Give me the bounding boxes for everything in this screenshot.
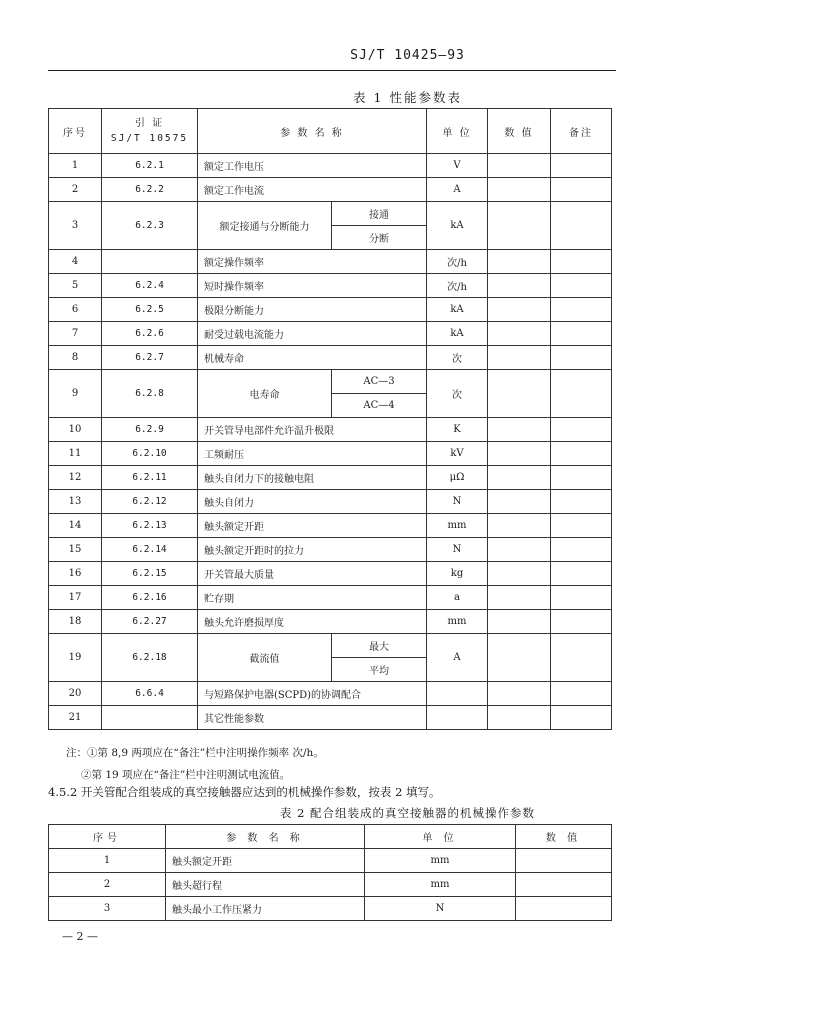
table-row	[49, 490, 612, 514]
col-header-unit: 单 位	[365, 825, 516, 849]
table-row	[49, 322, 612, 346]
col-header-parameter: 参 数 名 称	[166, 825, 365, 849]
table-row	[49, 873, 612, 897]
table-row	[49, 370, 612, 394]
row-number: 2	[49, 873, 166, 897]
row-remark	[551, 634, 612, 682]
page-number: — 2 —	[62, 930, 98, 943]
table-row	[49, 610, 612, 634]
row-parameter: 截流值	[198, 634, 332, 682]
row-parameter: 触头允许磨损厚度	[198, 610, 427, 634]
row-reference: 6.2.6	[102, 322, 198, 346]
row-number: 1	[49, 849, 166, 873]
row-parameter: 贮存期	[198, 586, 427, 610]
row-remark	[551, 610, 612, 634]
row-remark	[551, 442, 612, 466]
row-reference: 6.2.13	[102, 514, 198, 538]
row-number: 12	[49, 466, 102, 490]
table-row	[49, 514, 612, 538]
table-row	[49, 442, 612, 466]
row-number: 16	[49, 562, 102, 586]
table-row	[49, 706, 612, 730]
row-unit: A	[427, 178, 488, 202]
row-reference: 6.2.7	[102, 346, 198, 370]
row-unit: N	[365, 897, 516, 921]
row-value	[488, 322, 551, 346]
row-number: 13	[49, 490, 102, 514]
row-number: 1	[49, 154, 102, 178]
row-value	[488, 274, 551, 298]
row-value	[488, 178, 551, 202]
row-remark	[551, 538, 612, 562]
row-parameter: 开关管导电部件允许温升极限	[198, 418, 427, 442]
table-row	[49, 202, 612, 226]
row-parameter: 开关管最大质量	[198, 562, 427, 586]
row-sub-parameter: 接通	[332, 202, 427, 226]
row-value	[488, 514, 551, 538]
row-reference: 6.2.12	[102, 490, 198, 514]
row-parameter: 耐受过载电流能力	[198, 322, 427, 346]
row-reference: 6.2.4	[102, 274, 198, 298]
row-number: 8	[49, 346, 102, 370]
row-value	[488, 442, 551, 466]
row-reference: 6.2.27	[102, 610, 198, 634]
row-number: 9	[49, 370, 102, 418]
row-unit: A	[427, 634, 488, 682]
row-number: 21	[49, 706, 102, 730]
row-number: 3	[49, 202, 102, 250]
row-number: 15	[49, 538, 102, 562]
row-reference: 6.2.3	[102, 202, 198, 250]
table-row	[49, 154, 612, 178]
row-parameter: 其它性能参数	[198, 706, 427, 730]
row-parameter: 电寿命	[198, 370, 332, 418]
row-unit: 次/h	[427, 250, 488, 274]
row-number: 6	[49, 298, 102, 322]
row-reference: 6.2.8	[102, 370, 198, 418]
row-unit: 次	[427, 346, 488, 370]
row-value	[516, 849, 612, 873]
performance-parameter-table	[48, 108, 612, 730]
row-reference: 6.2.2	[102, 178, 198, 202]
col-header-parameter: 参 数 名 称	[198, 109, 427, 154]
row-remark	[551, 466, 612, 490]
row-unit: kA	[427, 322, 488, 346]
row-sub-parameter: AC—3	[332, 370, 427, 394]
row-reference	[102, 250, 198, 274]
note-1: 注：①第 8,9 两项应在“备注”栏中注明操作频率 次/h。	[66, 747, 324, 759]
table-row	[49, 250, 612, 274]
row-remark	[551, 154, 612, 178]
row-value	[488, 154, 551, 178]
row-value	[488, 634, 551, 682]
row-parameter: 触头额定开距	[166, 849, 365, 873]
row-remark	[551, 322, 612, 346]
row-number: 19	[49, 634, 102, 682]
row-sub-parameter: 最大	[332, 634, 427, 658]
table-row	[49, 634, 612, 658]
row-remark	[551, 706, 612, 730]
row-remark	[551, 202, 612, 250]
row-number: 14	[49, 514, 102, 538]
row-unit: mm	[427, 610, 488, 634]
row-remark	[551, 346, 612, 370]
row-reference: 6.2.16	[102, 586, 198, 610]
row-number: 5	[49, 274, 102, 298]
row-unit: mm	[365, 873, 516, 897]
row-parameter: 工频耐压	[198, 442, 427, 466]
row-value	[488, 706, 551, 730]
row-value	[488, 562, 551, 586]
table-row	[49, 298, 612, 322]
row-parameter: 触头额定开距时的拉力	[198, 538, 427, 562]
row-reference: 6.2.18	[102, 634, 198, 682]
row-reference: 6.2.15	[102, 562, 198, 586]
row-remark	[551, 562, 612, 586]
row-parameter: 触头额定开距	[198, 514, 427, 538]
row-value	[516, 897, 612, 921]
row-number: 3	[49, 897, 166, 921]
row-value	[488, 346, 551, 370]
row-reference: 6.6.4	[102, 682, 198, 706]
row-remark	[551, 298, 612, 322]
row-reference: 6.2.5	[102, 298, 198, 322]
row-parameter: 额定接通与分断能力	[198, 202, 332, 250]
row-number: 10	[49, 418, 102, 442]
row-value	[488, 586, 551, 610]
row-value	[488, 370, 551, 418]
row-number: 20	[49, 682, 102, 706]
row-remark	[551, 490, 612, 514]
col-header-ref-line2: SJ/T 10575	[110, 133, 189, 144]
row-value	[488, 298, 551, 322]
table-row	[49, 586, 612, 610]
document-code: SJ/T 10425—93	[350, 48, 465, 63]
table-row	[49, 274, 612, 298]
row-number: 11	[49, 442, 102, 466]
table-notes	[66, 742, 324, 786]
row-unit	[427, 682, 488, 706]
row-reference: 6.2.9	[102, 418, 198, 442]
row-value	[488, 538, 551, 562]
row-parameter: 额定工作电压	[198, 154, 427, 178]
header-rule	[48, 70, 616, 71]
table-row	[49, 562, 612, 586]
row-parameter: 触头最小工作压紧力	[166, 897, 365, 921]
row-unit	[427, 706, 488, 730]
row-parameter: 短时操作频率	[198, 274, 427, 298]
table-row	[49, 849, 612, 873]
row-unit: kg	[427, 562, 488, 586]
row-unit: mm	[365, 849, 516, 873]
row-number: 7	[49, 322, 102, 346]
col-header-value: 数 值	[488, 109, 551, 154]
row-number: 18	[49, 610, 102, 634]
row-sub-parameter: 平均	[332, 658, 427, 682]
col-header-remark: 备注	[551, 109, 612, 154]
row-remark	[551, 274, 612, 298]
row-value	[488, 466, 551, 490]
row-unit: N	[427, 538, 488, 562]
row-parameter: 触头超行程	[166, 873, 365, 897]
row-parameter: 额定操作频率	[198, 250, 427, 274]
row-value	[488, 418, 551, 442]
row-reference: 6.2.11	[102, 466, 198, 490]
row-number: 17	[49, 586, 102, 610]
row-parameter: 触头自闭力	[198, 490, 427, 514]
row-unit: a	[427, 586, 488, 610]
row-value	[488, 202, 551, 250]
table2-caption: 表 2 配合组装成的真空接触器的机械操作参数	[279, 806, 536, 820]
row-parameter: 极限分断能力	[198, 298, 427, 322]
table-header-row	[49, 825, 612, 849]
table1-caption: 表 1 性能参数表	[353, 90, 462, 105]
row-value	[488, 250, 551, 274]
row-reference: 6.2.1	[102, 154, 198, 178]
table-row	[49, 178, 612, 202]
table-row	[49, 466, 612, 490]
table-row	[49, 346, 612, 370]
row-unit: kV	[427, 442, 488, 466]
row-remark	[551, 370, 612, 418]
row-parameter: 触头自闭力下的接触电阻	[198, 466, 427, 490]
row-reference: 6.2.10	[102, 442, 198, 466]
table-row	[49, 682, 612, 706]
col-header-ref-line1: 引 证	[134, 118, 165, 129]
row-value	[516, 873, 612, 897]
row-parameter: 机械寿命	[198, 346, 427, 370]
row-unit: 次/h	[427, 274, 488, 298]
table-row	[49, 897, 612, 921]
row-number: 2	[49, 178, 102, 202]
row-sub-parameter: AC—4	[332, 394, 427, 418]
mechanical-operation-table	[48, 824, 612, 921]
col-header-no: 序号	[49, 825, 166, 849]
row-unit: N	[427, 490, 488, 514]
row-value	[488, 610, 551, 634]
row-remark	[551, 250, 612, 274]
row-remark	[551, 178, 612, 202]
col-header-unit: 单 位	[427, 109, 488, 154]
row-number: 4	[49, 250, 102, 274]
row-unit: V	[427, 154, 488, 178]
row-remark	[551, 586, 612, 610]
row-sub-parameter: 分断	[332, 226, 427, 250]
row-unit: 次	[427, 370, 488, 418]
row-unit: kA	[427, 298, 488, 322]
col-header-no: 序号	[49, 109, 102, 154]
row-remark	[551, 514, 612, 538]
row-unit: K	[427, 418, 488, 442]
row-reference	[102, 706, 198, 730]
row-remark	[551, 418, 612, 442]
col-header-value: 数 值	[516, 825, 612, 849]
table-row	[49, 418, 612, 442]
row-parameter: 与短路保护电器(SCPD)的协调配合	[198, 682, 427, 706]
col-header-reference	[102, 109, 198, 154]
row-unit: mm	[427, 514, 488, 538]
clause-4-5-2: 4.5.2 开关管配合组装成的真空接触器应达到的机械操作参数，按表 2 填写。	[48, 785, 441, 799]
row-unit: kA	[427, 202, 488, 250]
row-reference: 6.2.14	[102, 538, 198, 562]
table-row	[49, 538, 612, 562]
table-header-row	[49, 109, 612, 154]
row-value	[488, 682, 551, 706]
row-value	[488, 490, 551, 514]
row-remark	[551, 682, 612, 706]
row-unit: μΩ	[427, 466, 488, 490]
note-2: ②第 19 项应在“备注”栏中注明测试电流值。	[81, 769, 291, 781]
row-parameter: 额定工作电流	[198, 178, 427, 202]
